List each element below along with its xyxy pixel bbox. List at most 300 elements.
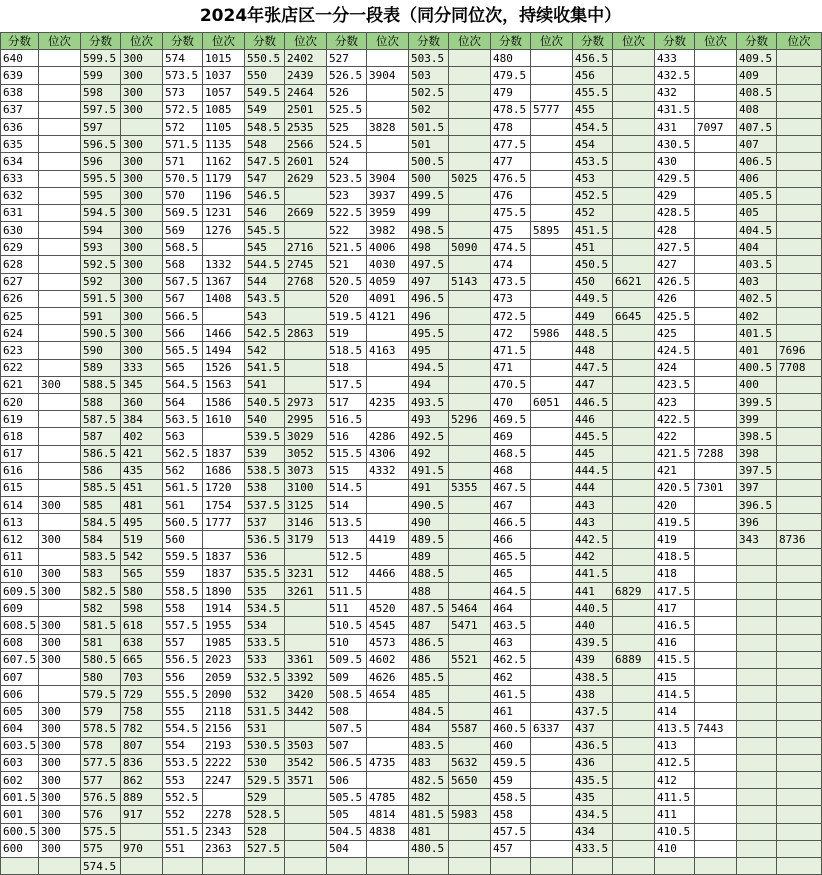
rank-cell: [777, 737, 822, 754]
rank-cell: 2439: [285, 67, 327, 84]
rank-cell: 300: [121, 222, 163, 239]
table-row: [1, 359, 822, 376]
rank-cell: [285, 290, 327, 307]
score-cell: 551: [163, 840, 203, 857]
rank-cell: 2363: [203, 840, 245, 857]
header-score: 分数: [737, 33, 777, 50]
score-cell: 411.5: [655, 789, 695, 806]
score-cell: 612: [1, 531, 39, 548]
header-row: [1, 33, 822, 50]
score-cell: 628: [1, 256, 39, 273]
rank-cell: 300: [39, 583, 81, 600]
rank-cell: [531, 806, 573, 823]
rank-cell: 4163: [367, 342, 409, 359]
score-cell: 544: [245, 273, 285, 290]
table-row: [1, 325, 822, 342]
rank-cell: 6829: [613, 583, 655, 600]
score-cell: 637: [1, 101, 39, 118]
score-cell: 575: [81, 840, 121, 857]
score-cell: 443: [573, 514, 613, 531]
score-cell: 469.5: [491, 411, 531, 428]
score-cell: 573: [163, 84, 203, 101]
rank-cell: 3442: [285, 703, 327, 720]
score-cell: 622: [1, 359, 39, 376]
score-cell: [737, 668, 777, 685]
rank-cell: [39, 187, 81, 204]
score-cell: 483: [409, 754, 449, 771]
score-cell: 465: [491, 565, 531, 582]
score-cell: 518: [327, 359, 367, 376]
rank-cell: 618: [121, 617, 163, 634]
rank-cell: [531, 376, 573, 393]
score-cell: 521.5: [327, 239, 367, 256]
rank-cell: [613, 50, 655, 67]
score-cell: 404.5: [737, 222, 777, 239]
rank-cell: [777, 136, 822, 153]
score-cell: [737, 806, 777, 823]
rank-cell: [777, 583, 822, 600]
rank-cell: [777, 445, 822, 462]
score-cell: 444: [573, 479, 613, 496]
score-cell: 503.5: [409, 50, 449, 67]
table-row: [1, 118, 822, 135]
rank-cell: [613, 772, 655, 789]
score-cell: 430.5: [655, 136, 695, 153]
score-cell: 589: [81, 359, 121, 376]
rank-cell: [449, 325, 491, 342]
score-cell: [737, 858, 777, 875]
table-row: [1, 273, 822, 290]
rank-cell: 862: [121, 772, 163, 789]
score-cell: 580: [81, 668, 121, 685]
score-cell: 515.5: [327, 445, 367, 462]
rank-cell: 451: [121, 479, 163, 496]
rank-cell: 1985: [203, 634, 245, 651]
score-cell: [737, 617, 777, 634]
rank-cell: [531, 497, 573, 514]
rank-cell: 300: [39, 497, 81, 514]
score-cell: 552.5: [163, 789, 203, 806]
header-score: 分数: [163, 33, 203, 50]
rank-cell: 836: [121, 754, 163, 771]
score-cell: 504: [327, 840, 367, 857]
score-cell: 584.5: [81, 514, 121, 531]
score-cell: 587.5: [81, 411, 121, 428]
rank-cell: 5355: [449, 479, 491, 496]
score-cell: [737, 686, 777, 703]
rank-cell: [777, 84, 822, 101]
score-cell: 540.5: [245, 393, 285, 410]
score-cell: 458.5: [491, 789, 531, 806]
rank-cell: 4735: [367, 754, 409, 771]
rank-cell: [777, 651, 822, 668]
rank-cell: 3073: [285, 462, 327, 479]
rank-cell: [449, 290, 491, 307]
score-cell: 478.5: [491, 101, 531, 118]
score-cell: 574.5: [81, 858, 121, 875]
rank-cell: 970: [121, 840, 163, 857]
rank-cell: [531, 187, 573, 204]
score-cell: 426: [655, 290, 695, 307]
score-cell: 565: [163, 359, 203, 376]
rank-cell: 6621: [613, 273, 655, 290]
score-cell: 539.5: [245, 428, 285, 445]
score-cell: 600.5: [1, 823, 39, 840]
rank-cell: [777, 273, 822, 290]
table-row: [1, 583, 822, 600]
rank-cell: [613, 428, 655, 445]
rank-cell: 5587: [449, 720, 491, 737]
score-cell: 474: [491, 256, 531, 273]
header-rank: 位次: [203, 33, 245, 50]
rank-cell: [777, 479, 822, 496]
rank-cell: [613, 204, 655, 221]
rank-cell: [449, 84, 491, 101]
rank-cell: 917: [121, 806, 163, 823]
score-cell: 445.5: [573, 428, 613, 445]
score-cell: 488: [409, 583, 449, 600]
rank-cell: 3231: [285, 565, 327, 582]
rank-cell: 3392: [285, 668, 327, 685]
score-cell: 458: [491, 806, 531, 823]
score-cell: 484: [409, 720, 449, 737]
score-cell: 508: [327, 703, 367, 720]
rank-cell: [777, 376, 822, 393]
rank-cell: [39, 204, 81, 221]
score-cell: 512: [327, 565, 367, 582]
score-cell: 506.5: [327, 754, 367, 771]
score-cell: 404: [737, 239, 777, 256]
rank-cell: 4121: [367, 308, 409, 325]
score-cell: 620: [1, 393, 39, 410]
score-cell: 513.5: [327, 514, 367, 531]
rank-cell: [367, 497, 409, 514]
rank-cell: 1135: [203, 136, 245, 153]
score-cell: 413: [655, 737, 695, 754]
rank-cell: [613, 462, 655, 479]
rank-cell: 300: [121, 153, 163, 170]
score-cell: 438: [573, 686, 613, 703]
rank-cell: 300: [121, 256, 163, 273]
rank-cell: [777, 600, 822, 617]
rank-cell: [695, 222, 737, 239]
rank-cell: 7097: [695, 118, 737, 135]
score-cell: 439.5: [573, 634, 613, 651]
score-cell: 631: [1, 204, 39, 221]
score-cell: 448: [573, 342, 613, 359]
score-cell: 585.5: [81, 479, 121, 496]
rank-cell: [777, 411, 822, 428]
score-cell: 602: [1, 772, 39, 789]
score-cell: 603: [1, 754, 39, 771]
rank-cell: [695, 737, 737, 754]
rank-cell: [777, 548, 822, 565]
score-cell: 563: [163, 428, 203, 445]
rank-cell: [367, 50, 409, 67]
score-cell: 618: [1, 428, 39, 445]
rank-cell: [449, 359, 491, 376]
rank-cell: [613, 789, 655, 806]
score-cell: 480.5: [409, 840, 449, 857]
score-cell: 463.5: [491, 617, 531, 634]
rank-cell: 1057: [203, 84, 245, 101]
score-cell: 501.5: [409, 118, 449, 135]
rank-cell: 4654: [367, 686, 409, 703]
score-cell: 538: [245, 479, 285, 496]
score-cell: 552: [163, 806, 203, 823]
rank-cell: 4332: [367, 462, 409, 479]
table-row: [1, 445, 822, 462]
rank-cell: [613, 187, 655, 204]
score-cell: 605: [1, 703, 39, 720]
header-rank: 位次: [777, 33, 822, 50]
score-cell: 424.5: [655, 342, 695, 359]
rank-cell: 1610: [203, 411, 245, 428]
score-cell: 456.5: [573, 50, 613, 67]
score-cell: 429: [655, 187, 695, 204]
score-cell: 568: [163, 256, 203, 273]
rank-cell: 5296: [449, 411, 491, 428]
rank-cell: [531, 703, 573, 720]
rank-cell: [367, 359, 409, 376]
rank-cell: [367, 479, 409, 496]
score-cell: 406.5: [737, 153, 777, 170]
rank-cell: [39, 136, 81, 153]
rank-cell: 5650: [449, 772, 491, 789]
score-cell: 540: [245, 411, 285, 428]
score-cell: 558.5: [163, 583, 203, 600]
rank-cell: 1586: [203, 393, 245, 410]
score-cell: 638: [1, 84, 39, 101]
score-cell: 481.5: [409, 806, 449, 823]
score-cell: 546: [245, 204, 285, 221]
rank-cell: [613, 393, 655, 410]
table-row: [1, 720, 822, 737]
rank-cell: 3904: [367, 67, 409, 84]
score-cell: 530: [245, 754, 285, 771]
score-cell: 517: [327, 393, 367, 410]
score-cell: 556: [163, 668, 203, 685]
score-cell: 533.5: [245, 634, 285, 651]
rank-cell: [531, 273, 573, 290]
rank-cell: [695, 858, 737, 875]
score-cell: 590: [81, 342, 121, 359]
score-cell: 591.5: [81, 290, 121, 307]
rank-cell: [449, 583, 491, 600]
rank-cell: 481: [121, 497, 163, 514]
rank-cell: [613, 118, 655, 135]
score-cell: 587: [81, 428, 121, 445]
rank-cell: 1466: [203, 325, 245, 342]
rank-cell: [531, 239, 573, 256]
rank-cell: 300: [39, 531, 81, 548]
rank-cell: [613, 668, 655, 685]
rank-cell: 3361: [285, 651, 327, 668]
rank-cell: [531, 204, 573, 221]
table-row: [1, 823, 822, 840]
rank-cell: 3828: [367, 118, 409, 135]
score-cell: 603.5: [1, 737, 39, 754]
rank-cell: 300: [121, 136, 163, 153]
rank-cell: [613, 686, 655, 703]
rank-cell: 1890: [203, 583, 245, 600]
score-cell: 397.5: [737, 462, 777, 479]
score-cell: 588.5: [81, 376, 121, 393]
score-cell: 472.5: [491, 308, 531, 325]
rank-cell: 421: [121, 445, 163, 462]
rank-cell: 4091: [367, 290, 409, 307]
rank-cell: 1526: [203, 359, 245, 376]
rank-cell: [449, 136, 491, 153]
score-cell: 490: [409, 514, 449, 531]
score-cell: 476.5: [491, 170, 531, 187]
score-cell: 598: [81, 84, 121, 101]
rank-cell: 1105: [203, 118, 245, 135]
rank-cell: [531, 583, 573, 600]
rank-cell: [449, 50, 491, 67]
score-cell: 431: [655, 118, 695, 135]
score-cell: 414.5: [655, 686, 695, 703]
rank-cell: [39, 239, 81, 256]
score-cell: 473.5: [491, 273, 531, 290]
rank-cell: 665: [121, 651, 163, 668]
rank-cell: [777, 325, 822, 342]
table-row: [1, 840, 822, 857]
rank-cell: 3420: [285, 686, 327, 703]
rank-cell: 300: [121, 101, 163, 118]
rank-cell: [777, 50, 822, 67]
score-cell: 410: [655, 840, 695, 857]
score-cell: 457.5: [491, 823, 531, 840]
score-cell: 562.5: [163, 445, 203, 462]
rank-cell: 2669: [285, 204, 327, 221]
score-cell: 434.5: [573, 806, 613, 823]
score-cell: 440.5: [573, 600, 613, 617]
score-cell: 625: [1, 308, 39, 325]
score-cell: 488.5: [409, 565, 449, 582]
rank-cell: [695, 531, 737, 548]
score-cell: 525: [327, 118, 367, 135]
rank-cell: 5464: [449, 600, 491, 617]
score-cell: 425.5: [655, 308, 695, 325]
score-cell: 507.5: [327, 720, 367, 737]
score-cell: 545: [245, 239, 285, 256]
rank-cell: 1408: [203, 290, 245, 307]
score-cell: 438.5: [573, 668, 613, 685]
rank-cell: 4545: [367, 617, 409, 634]
score-cell: 514.5: [327, 479, 367, 496]
rank-cell: 2716: [285, 239, 327, 256]
rank-cell: [449, 548, 491, 565]
score-cell: 585: [81, 497, 121, 514]
rank-cell: [39, 325, 81, 342]
rank-cell: 4006: [367, 239, 409, 256]
rank-cell: 1754: [203, 497, 245, 514]
rank-cell: [777, 823, 822, 840]
rank-cell: 2768: [285, 273, 327, 290]
rank-cell: 3982: [367, 222, 409, 239]
score-cell: 548: [245, 136, 285, 153]
rank-cell: [367, 376, 409, 393]
rank-cell: [285, 548, 327, 565]
score-cell: 475.5: [491, 204, 531, 221]
score-cell: 477: [491, 153, 531, 170]
rank-cell: [531, 600, 573, 617]
rank-cell: [39, 256, 81, 273]
score-cell: 595.5: [81, 170, 121, 187]
rank-cell: [39, 411, 81, 428]
rank-cell: [531, 479, 573, 496]
score-cell: 523.5: [327, 170, 367, 187]
score-cell: 436.5: [573, 737, 613, 754]
rank-cell: 300: [39, 789, 81, 806]
score-cell: 580.5: [81, 651, 121, 668]
rank-cell: 4235: [367, 393, 409, 410]
header-score: 分数: [409, 33, 449, 50]
rank-cell: [695, 514, 737, 531]
score-cell: 569.5: [163, 204, 203, 221]
rank-cell: [777, 222, 822, 239]
score-cell: 496.5: [409, 290, 449, 307]
score-cell: 469: [491, 428, 531, 445]
rank-cell: [695, 617, 737, 634]
rank-cell: [777, 789, 822, 806]
score-cell: 402: [737, 308, 777, 325]
score-cell: 550.5: [245, 50, 285, 67]
score-cell: 594: [81, 222, 121, 239]
rank-cell: [39, 359, 81, 376]
rank-cell: 7288: [695, 445, 737, 462]
score-cell: 541: [245, 376, 285, 393]
rank-cell: [777, 720, 822, 737]
score-cell: 557: [163, 634, 203, 651]
score-cell: 613: [1, 514, 39, 531]
rank-cell: [613, 325, 655, 342]
score-cell: 609.5: [1, 583, 39, 600]
score-cell: 430: [655, 153, 695, 170]
rank-cell: [777, 204, 822, 221]
score-cell: 437.5: [573, 703, 613, 720]
rank-cell: 782: [121, 720, 163, 737]
rank-cell: 2464: [285, 84, 327, 101]
score-cell: 562: [163, 462, 203, 479]
score-cell: 470: [491, 393, 531, 410]
score-cell: 449.5: [573, 290, 613, 307]
score-cell: 614: [1, 497, 39, 514]
score-cell: 451: [573, 239, 613, 256]
rank-cell: 3937: [367, 187, 409, 204]
score-cell: 442.5: [573, 531, 613, 548]
rank-cell: [695, 634, 737, 651]
score-cell: 424: [655, 359, 695, 376]
score-cell: 494.5: [409, 359, 449, 376]
score-cell: 343: [737, 531, 777, 548]
rank-cell: [531, 772, 573, 789]
rank-cell: 5986: [531, 325, 573, 342]
rank-cell: 300: [121, 50, 163, 67]
rank-cell: [613, 290, 655, 307]
score-cell: 499.5: [409, 187, 449, 204]
rank-cell: [449, 686, 491, 703]
rank-cell: [449, 531, 491, 548]
rank-cell: [695, 393, 737, 410]
rank-cell: 5895: [531, 222, 573, 239]
score-cell: 480: [491, 50, 531, 67]
score-cell: 407.5: [737, 118, 777, 135]
score-cell: [737, 548, 777, 565]
rank-cell: 2193: [203, 737, 245, 754]
rank-cell: [449, 342, 491, 359]
